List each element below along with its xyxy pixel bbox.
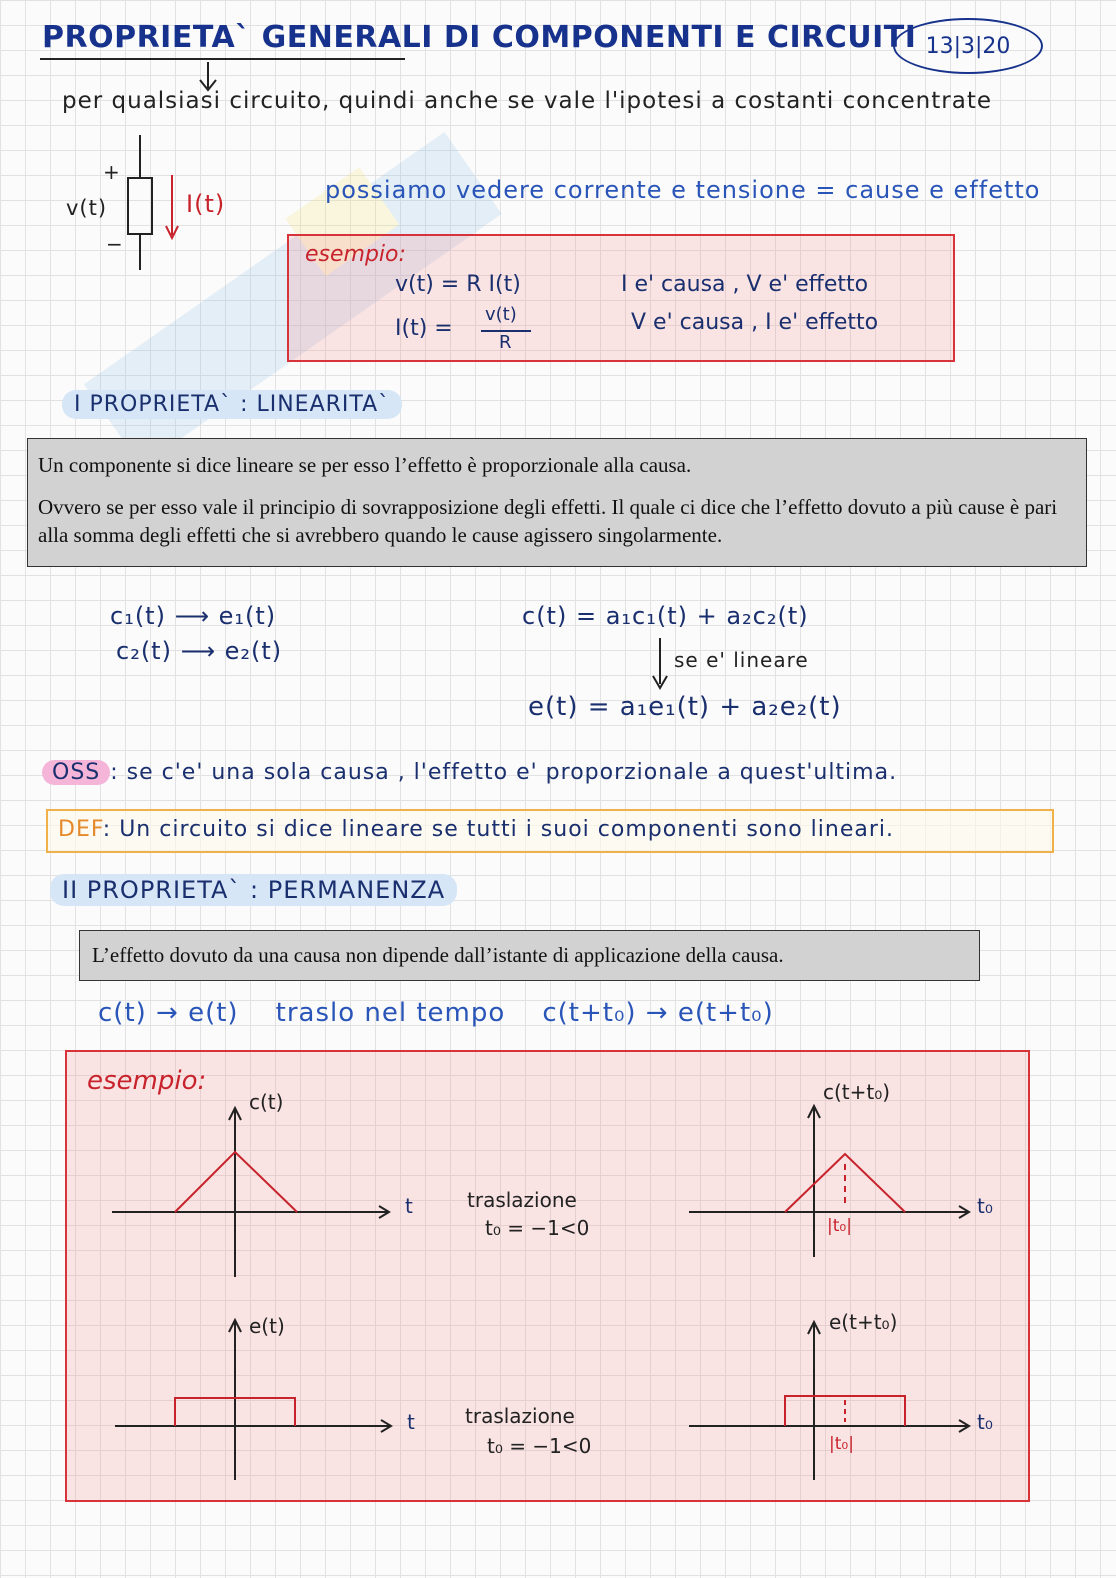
prop2-heading: II PROPRIETA` : PERMANENZA [50,876,457,904]
example1-label: esempio: [305,242,406,267]
t0-axis-label-top: t₀ [977,1194,993,1218]
c-label: c(t) [249,1090,284,1114]
superposition-arrow-note: se e' lineare [674,648,809,672]
superposition-result: e(t) = a₁e₁(t) + a₂e₂(t) [528,692,842,722]
trasl-title-top: traslazione [467,1188,577,1212]
t0-axis-label-bottom: t₀ [977,1410,993,1434]
plot-e [115,1320,391,1480]
triangle-c-shifted [785,1154,905,1212]
implies-arrow-icon [648,636,672,692]
cause-effect-text: possiamo vedere corrente e tensione = cause e effetto [325,176,1041,204]
def-label: DEF [58,817,103,842]
example2-box [65,1050,1030,1502]
example1-eq2-lhs: I(t) = [395,316,453,341]
voltage-label: v(t) [66,196,108,220]
example1-box [287,234,955,362]
title-underline [40,58,405,60]
plot-e-shifted [689,1322,969,1480]
example1-eq1: v(t) = R I(t) [395,272,521,297]
plot-c [112,1108,389,1277]
intro-text: per qualsiasi circuito, quindi anche se vale l'ipotesi a costanti concentrate [62,88,992,114]
example2-plots [67,1052,1028,1500]
example1-eq2-num: v(t) [485,304,517,325]
trasl-value-top: t₀ = −1<0 [485,1216,590,1240]
oss-label: OSS [42,760,110,785]
example2-label: esempio: [87,1066,207,1096]
date-badge: 13|3|20 [893,18,1043,74]
e-shift-label: e(t+t₀) [829,1310,898,1334]
superposition-combo: c(t) = a₁c₁(t) + a₂c₂(t) [522,602,809,630]
t-axis-label-bottom: t [407,1410,415,1434]
current-label: I(t) [186,190,226,218]
page-title: PROPRIETA` GENERALI DI COMPONENTI E CIRCUITI [42,20,917,55]
c-shift-label: c(t+t₀) [823,1080,891,1104]
example1-eq2-den: R [499,332,512,353]
prop1-text1: Un componente si dice lineare se per esso l’effetto è proporzionale alla causa. [38,453,692,477]
shift-marker-label-top: |t₀| [827,1216,852,1236]
e-label: e(t) [249,1314,285,1338]
oss-text: : se c'e' una sola causa , l'effetto e' proporzionale a quest'ultima. [110,760,898,785]
trasl-value-bottom: t₀ = −1<0 [487,1434,592,1458]
prop2-translation: c(t) → e(t) traslo nel tempo c(t+t₀) → e(t+t₀) [98,998,774,1028]
prop1-definition-box [27,438,1087,567]
prop1-text2: Ovvero se per esso vale il principio di sovrapposizione degli effetti. Il quale ci dice che l’effetto dovuto a più cause è pari alla somma degli effetti che si avrebbero quando le cause agissero singolarmente. [38,495,1058,547]
definition-box [46,809,1054,853]
minus-sign: − [106,232,124,256]
trasl-title-bottom: traslazione [465,1404,575,1428]
superposition-map1: c₁(t) ⟶ e₁(t) [110,602,277,630]
prop2-definition-box: L’effetto dovuto da una causa non dipende dall’istante di applicazione della causa. [79,930,980,981]
prop1-heading: I PROPRIETA` : LINEARITA` [62,392,402,417]
def-text: : Un circuito si dice lineare se tutti i suoi componenti sono lineari. [102,817,894,842]
plus-sign: + [103,160,121,184]
shift-marker-label-bottom: |t₀| [829,1434,854,1454]
t-axis-label-top: t [405,1194,413,1218]
oss-line [42,760,897,785]
example1-note1: I e' causa , V e' effetto [621,272,869,297]
superposition-map2: c₂(t) ⟶ e₂(t) [116,637,283,665]
example1-note2: V e' causa , I e' effetto [631,310,879,335]
